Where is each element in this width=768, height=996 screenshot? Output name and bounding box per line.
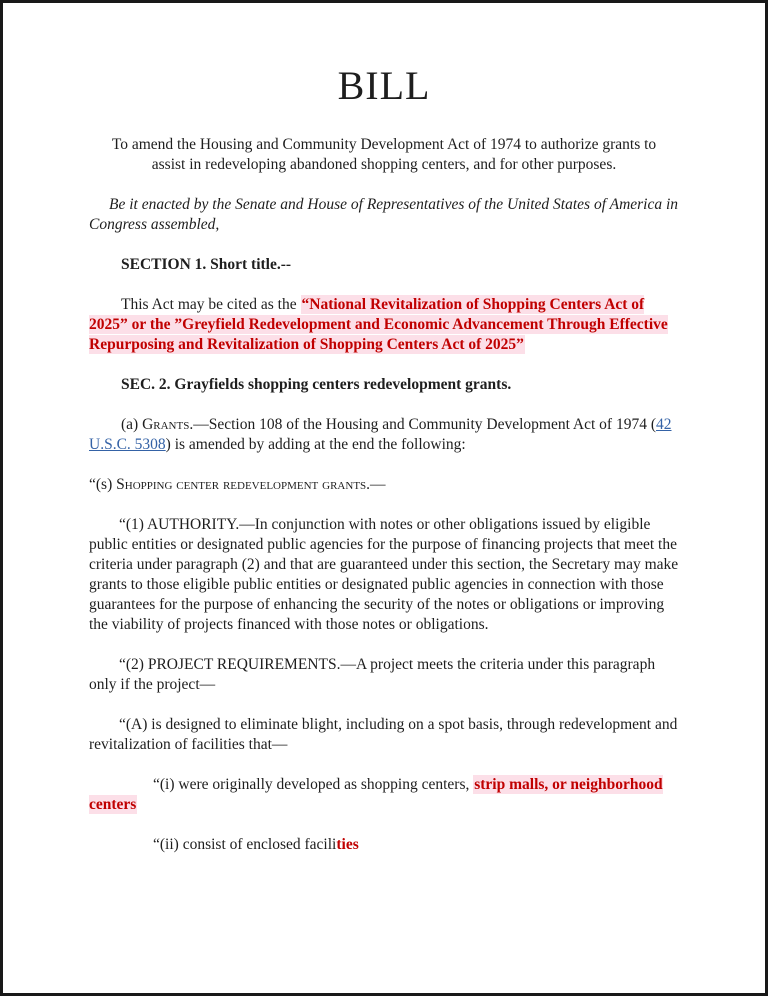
normal-text: Be it enacted by the Senate and House of Representatives of the United States of America in Congress assembled,: [89, 196, 679, 233]
normal-text: To amend the Housing and Community Development Act of 1974 to authorize grants to assist in redeveloping abandoned shopping centers, and for other purposes.: [111, 136, 657, 173]
normal-text: “(i) were originally developed as shopping centers,: [153, 776, 474, 793]
bold-text: SECTION 1. Short title.--: [121, 256, 292, 273]
bill-title: BILL: [337, 63, 431, 108]
preamble: [89, 135, 679, 175]
normal-text: “(1) AUTHORITY.—In conjunction with notes or other obligations issued by eligible public entities or designated public agencies for the purpose of financing projects that meet the criteria under paragraph (2) and that are guaranteed under this section, the Secretary may make grants to those eligible public entities or designated public agencies in connection with those guarantees for the purpose of enhancing the security of the notes or obligations or improving the viability of projects financed with those notes or obligations.: [89, 516, 679, 633]
insert-plain-text: ties: [336, 836, 359, 853]
normal-text: .—: [366, 476, 386, 493]
normal-text: “(ii) consist of enclosed facili: [153, 836, 337, 853]
subsection-a-grants: [89, 415, 679, 455]
normal-text: (a): [121, 416, 143, 433]
clause-ii: [89, 835, 679, 855]
bill-body: [89, 135, 679, 855]
normal-text: ) is amended by adding at the end the following:: [165, 436, 466, 453]
insert-text: “National Revitalization of Shopping Centers Act of 2025” or the ”Greyfield Redevelopment and Economic Advancement Through Effective Repurposing and Revitalization of Shopping Centers Act of 2025”: [89, 296, 668, 353]
usc-citation-link[interactable]: 42 U.S.C. 5308: [89, 416, 672, 453]
normal-text: “(A) is designed to eliminate blight, including on a spot basis, through redevelopment and revitalization of facilities that—: [89, 716, 678, 753]
section-1-heading: [89, 255, 679, 275]
sec-2-heading: [89, 375, 679, 395]
clause-i: [89, 775, 679, 815]
subsection-s-heading: [89, 475, 679, 495]
paragraph-1-authority: [89, 515, 679, 635]
smallcaps-text: Grants: [142, 416, 190, 433]
paragraph-2-project-requirements: [89, 655, 679, 695]
normal-text: .—Section 108 of the Housing and Community Development Act of 1974 (: [189, 416, 657, 433]
normal-text: “(2) PROJECT REQUIREMENTS.—A project meets the criteria under this paragraph only if the project—: [89, 656, 656, 693]
normal-text: “(s): [89, 476, 117, 493]
short-title-paragraph: [89, 295, 679, 355]
insert-text: strip malls, or neighborhood centers: [89, 776, 663, 813]
smallcaps-text: Shopping center redevelopment grants: [116, 476, 367, 493]
subparagraph-A: [89, 715, 679, 755]
enacting-clause: [89, 195, 679, 235]
normal-text: This Act may be cited as the: [121, 296, 301, 313]
bold-text: SEC. 2. Grayfields shopping centers redevelopment grants.: [121, 376, 512, 393]
